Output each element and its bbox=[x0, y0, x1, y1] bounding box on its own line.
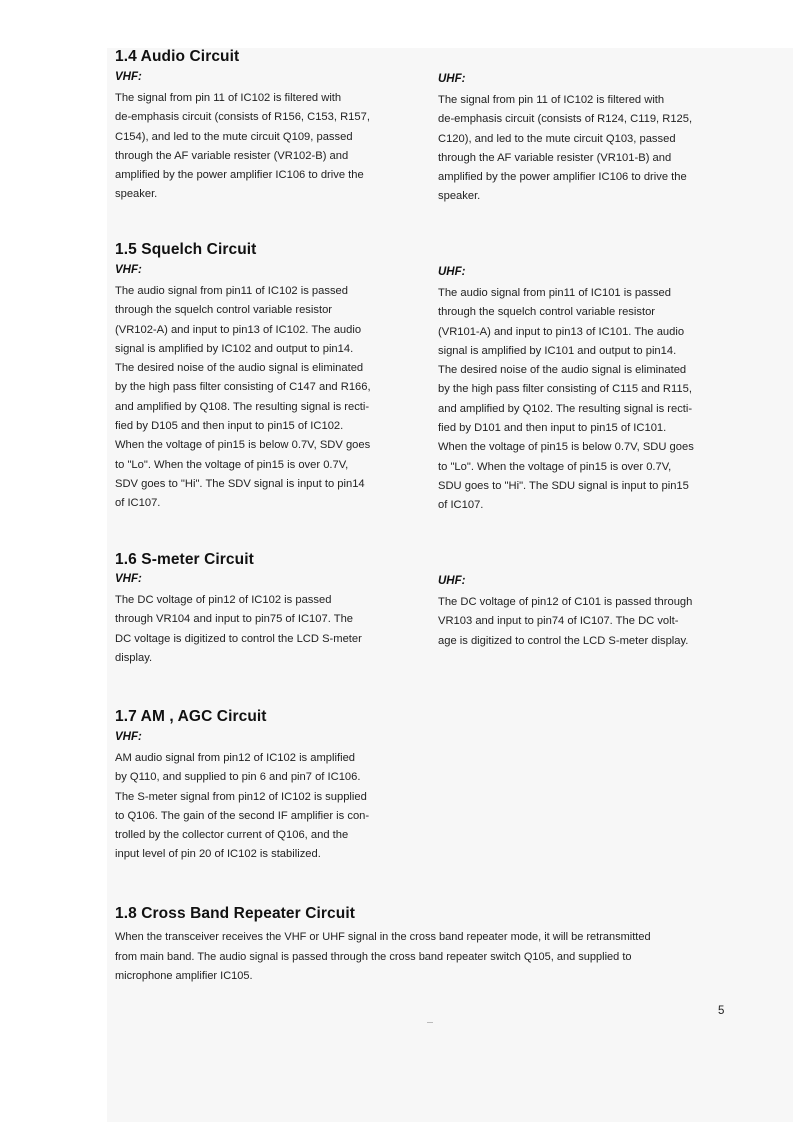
section-title-cross-band-repeater: 1.8 Cross Band Repeater Circuit bbox=[115, 905, 355, 922]
section-title-squelch-circuit: 1.5 Squelch Circuit bbox=[115, 241, 257, 258]
text-line: by the high pass filter consisting of C115 and R115, bbox=[438, 383, 692, 396]
text-line: The DC voltage of pin12 of IC102 is passed bbox=[115, 594, 332, 606]
text-line: (VR101-A) and input to pin13 of IC101. The audio bbox=[438, 325, 685, 338]
page-number: 5 bbox=[718, 1005, 725, 1017]
text-line: through the squelch control variable resistor bbox=[438, 306, 656, 319]
uhf-label: UHF: bbox=[438, 73, 466, 85]
section-title-s-meter-circuit: 1.6 S-meter Circuit bbox=[115, 551, 254, 568]
text-line: speaker. bbox=[438, 190, 481, 203]
text-line: and amplified by Q108. The resulting signal is recti- bbox=[115, 400, 370, 413]
text-line: AM audio signal from pin12 of IC102 is amplified bbox=[115, 752, 356, 764]
text-line: The desired noise of the audio signal is eliminated bbox=[438, 364, 687, 377]
s-meter-vhf-paragraph bbox=[115, 591, 362, 668]
text-line: VR103 and input to pin74 of IC107. The DC volt- bbox=[438, 615, 679, 628]
uhf-label: UHF: bbox=[438, 575, 466, 587]
text-line: The audio signal from pin11 of IC101 is passed bbox=[438, 287, 672, 299]
text-line: of IC107. bbox=[438, 499, 484, 512]
audio-uhf-paragraph bbox=[438, 91, 692, 207]
text-line: to Q106. The gain of the second IF amplifier is con- bbox=[115, 809, 370, 822]
text-line: The S-meter signal from pin12 of IC102 is supplied bbox=[115, 790, 367, 803]
text-line: DC voltage is digitized to control the LCD S-meter bbox=[115, 632, 362, 645]
squelch-uhf-paragraph bbox=[438, 284, 694, 516]
text-line: The signal from pin 11 of IC102 is filtered with bbox=[438, 94, 665, 106]
text-line: by Q110, and supplied to pin 6 and pin7 of IC106. bbox=[115, 771, 361, 784]
am-agc-vhf-paragraph bbox=[115, 749, 369, 865]
text-line: trolled by the collector current of Q106, and the bbox=[115, 829, 349, 842]
text-line: input level of pin 20 of IC102 is stabilized. bbox=[115, 848, 321, 861]
text-line: of IC107. bbox=[115, 497, 161, 510]
text-line: display. bbox=[115, 651, 153, 664]
text-line: de-emphasis circuit (consists of R156, C153, R157, bbox=[115, 111, 370, 124]
text-line: (VR102-A) and input to pin13 of IC102. The audio bbox=[115, 323, 362, 336]
text-line: from main band. The audio signal is passed through the cross band repeater switch Q105, and supplied to bbox=[115, 950, 632, 963]
text-line: fied by D101 and then input to pin15 of IC101. bbox=[438, 422, 667, 435]
text-line: to "Lo". When the voltage of pin15 is over 0.7V, bbox=[438, 460, 672, 473]
text-line: The desired noise of the audio signal is eliminated bbox=[115, 362, 364, 375]
text-line: through the squelch control variable resistor bbox=[115, 304, 333, 317]
text-line: signal is amplified by IC101 and output to pin14. bbox=[438, 344, 677, 357]
text-line: The DC voltage of pin12 of C101 is passed through bbox=[438, 596, 693, 608]
text-line: microphone amplifier IC105. bbox=[115, 970, 253, 982]
scan-mark bbox=[427, 1022, 433, 1023]
text-line: The signal from pin 11 of IC102 is filtered with bbox=[115, 92, 342, 104]
vhf-label: VHF: bbox=[115, 573, 142, 585]
text-line: When the transceiver receives the VHF or UHF signal in the cross band repeater mode, it will be retransmitted bbox=[115, 931, 651, 943]
vhf-label: VHF: bbox=[115, 731, 142, 743]
text-line: age is digitized to control the LCD S-meter display. bbox=[438, 634, 689, 647]
text-line: speaker. bbox=[115, 188, 158, 201]
squelch-vhf-paragraph bbox=[115, 282, 371, 514]
audio-vhf-paragraph bbox=[115, 89, 370, 205]
text-line: fied by D105 and then input to pin15 of IC102. bbox=[115, 420, 344, 433]
text-line: to "Lo". When the voltage of pin15 is over 0.7V, bbox=[115, 458, 349, 471]
text-line: amplified by the power amplifier IC106 to drive the bbox=[115, 169, 364, 182]
s-meter-uhf-paragraph bbox=[438, 593, 692, 651]
text-line: de-emphasis circuit (consists of R124, C119, R125, bbox=[438, 113, 693, 126]
text-line: The audio signal from pin11 of IC102 is passed bbox=[115, 285, 349, 297]
text-line: C120), and led to the mute circuit Q103, passed bbox=[438, 132, 676, 145]
uhf-label: UHF: bbox=[438, 266, 466, 278]
section-title-am-agc-circuit: 1.7 AM , AGC Circuit bbox=[115, 708, 267, 725]
text-line: When the voltage of pin15 is below 0.7V, SDU goes bbox=[438, 441, 694, 454]
text-line: by the high pass filter consisting of C147 and R166, bbox=[115, 381, 371, 394]
text-line: through VR104 and input to pin75 of IC107. The bbox=[115, 613, 354, 626]
text-line: amplified by the power amplifier IC106 to drive the bbox=[438, 171, 687, 184]
text-line: and amplified by Q102. The resulting signal is recti- bbox=[438, 402, 693, 415]
text-line: through the AF variable resister (VR101-B) and bbox=[438, 151, 672, 164]
vhf-label: VHF: bbox=[115, 264, 142, 276]
cross-band-paragraph bbox=[115, 928, 651, 987]
text-line: through the AF variable resister (VR102-B) and bbox=[115, 149, 349, 162]
section-title-audio-circuit: 1.4 Audio Circuit bbox=[115, 48, 240, 65]
vhf-label: VHF: bbox=[115, 71, 142, 83]
text-line: C154), and led to the mute circuit Q109, passed bbox=[115, 130, 353, 143]
text-line: signal is amplified by IC102 and output to pin14. bbox=[115, 342, 354, 355]
text-line: When the voltage of pin15 is below 0.7V, SDV goes bbox=[115, 439, 371, 452]
text-line: SDU goes to "Hi". The SDU signal is input to pin15 bbox=[438, 479, 689, 492]
text-line: SDV goes to "Hi". The SDV signal is input to pin14 bbox=[115, 477, 365, 490]
